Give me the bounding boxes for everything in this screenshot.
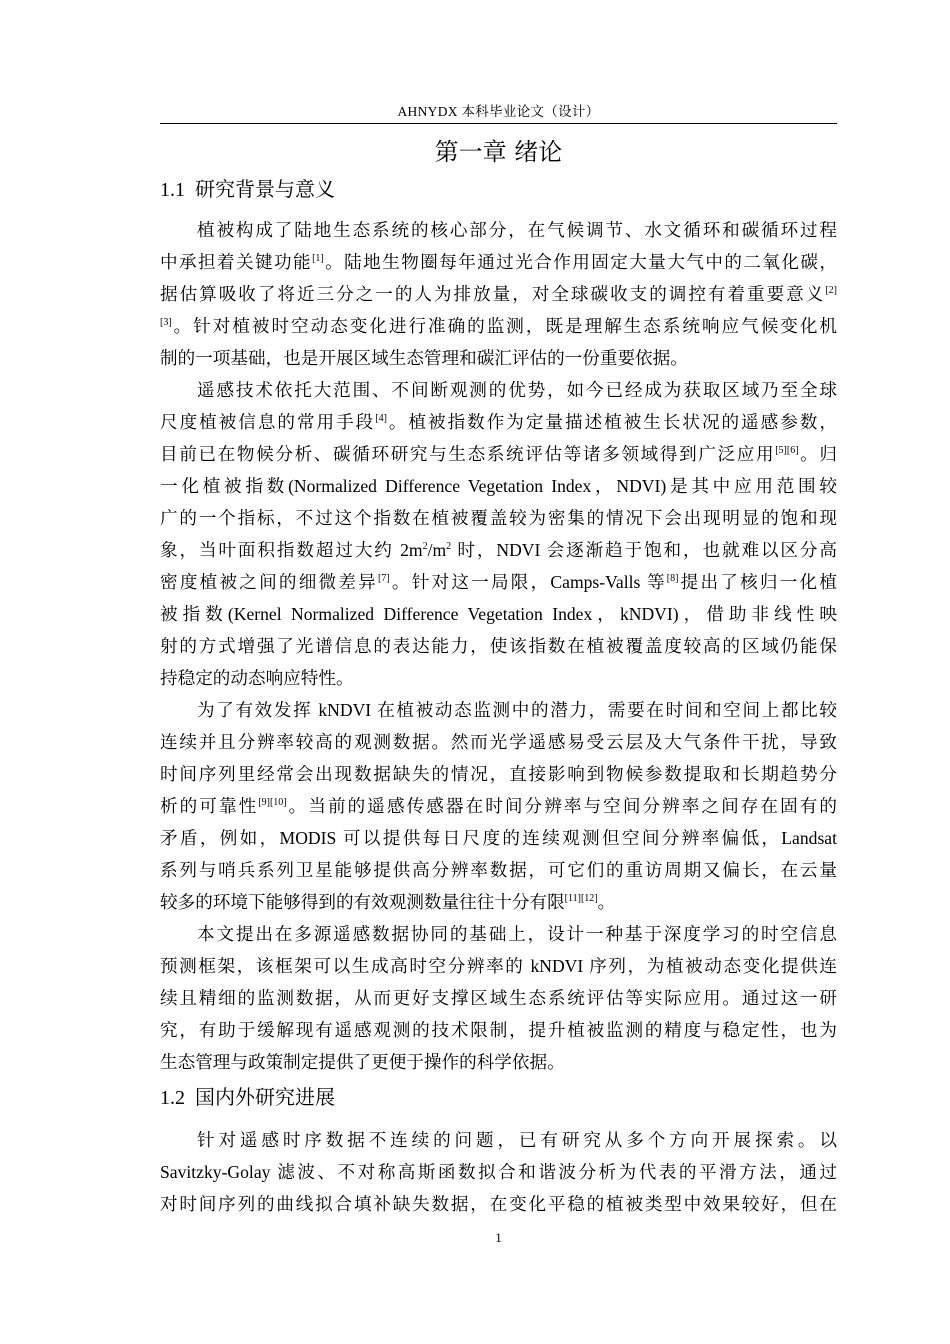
text-line: 时间序列里经常会出现数据缺失的情况，直接影响到物候参数提取和长期趋势分 xyxy=(160,764,837,784)
citation: [3] xyxy=(160,317,172,328)
text-line: 针对遥感时序数据不连续的问题，已有研究从多个方向开展探索。以 xyxy=(197,1130,837,1150)
text-line: 射的方式增强了光谱信息的表达能力，使该指数在植被覆盖度较高的区域仍能保 xyxy=(160,636,837,656)
text-line: 植被构成了陆地生态系统的核心部分，在气候调节、水文循环和碳循环过程 xyxy=(197,220,837,240)
citation: [11][12] xyxy=(564,893,598,904)
text-line: 预测框架，该框架可以生成高时空分辨率的 kNDVI 序列，为植被动态变化提供连 xyxy=(160,956,837,976)
text-line: 遥感技术依托大范围、不间断观测的优势，如今已经成为获取区域乃至全球 xyxy=(197,380,837,400)
section-heading-1-2 xyxy=(160,1083,837,1112)
text-line: 系列与哨兵系列卫星能够提供高分辨率数据，可它们的重访周期又偏长，在云量 xyxy=(160,860,837,880)
paragraph-5 xyxy=(160,1124,837,1220)
text-line: 一化植被指数(Normalized Difference Vegetation Index，NDVI)是其中应用范围较 xyxy=(160,476,837,496)
text-line: 续且精细的监测数据，从而更好支撑区域生态系统评估等实际应用。通过这一研 xyxy=(160,988,837,1008)
text-line: 据估算吸收了将近三分之一的人为排放量，对全球碳收支的调控有着重要意义[2] xyxy=(160,284,837,304)
superscript: 2 xyxy=(422,541,428,552)
section-title: 研究背景与意义 xyxy=(195,177,335,201)
text-line: 广的一个指标，不过这个指数在植被覆盖较为密集的情况下会出现明显的饱和现 xyxy=(160,508,837,528)
text-line: 目前已在物候分析、碳循环研究与生态系统评估等诸多领域得到广泛应用[5][6]。归 xyxy=(160,444,837,464)
text-line: 本文提出在多源遥感数据协同的基础上，设计一种基于深度学习的时空信息 xyxy=(197,924,837,944)
text-line: [3]。针对植被时空动态变化进行准确的监测，既是理解生态系统响应气候变化机 xyxy=(160,316,837,336)
text-line: 矛盾，例如，MODIS 可以提供每日尺度的连续观测但空间分辨率偏低，Landsat xyxy=(160,828,837,848)
paragraph-1 xyxy=(160,214,837,374)
text-line: 析的可靠性[9][10]。当前的遥感传感器在时间分辨率与空间分辨率之间存在固有的 xyxy=(160,796,837,816)
section-heading-1-1 xyxy=(160,175,837,204)
page-number: 1 xyxy=(495,1230,502,1245)
citation: [7] xyxy=(377,573,390,584)
section-number: 1.2 xyxy=(160,1087,185,1109)
text-line: 较多的环境下能够得到的有效观测数量往往十分有限[11][12]。 xyxy=(160,892,616,912)
text-line: 为了有效发挥 kNDVI 在植被动态监测中的潜力，需要在时间和空间上都比较 xyxy=(197,700,837,720)
citation: [1] xyxy=(312,253,324,264)
citation: [5][6] xyxy=(775,445,799,456)
citation: [9][10] xyxy=(258,797,287,808)
paragraph-4 xyxy=(160,918,837,1078)
superscript: 2 xyxy=(446,541,452,552)
citation: [8] xyxy=(666,573,679,584)
text-line: 密度植被之间的细微差异[7]。针对这一局限，Camps-Valls 等[8]提出了核归一化植 xyxy=(160,572,837,592)
paragraph-3 xyxy=(160,694,837,918)
text-line: Savitzky-Golay 滤波、不对称高斯函数拟合和谐波分析为代表的平滑方法，通过 xyxy=(160,1162,837,1182)
chapter-title: 第一章 绪论 xyxy=(434,138,563,166)
paragraph-2 xyxy=(160,374,837,694)
header-rule xyxy=(160,123,837,124)
text-line: 尺度植被信息的常用手段[4]。植被指数作为定量描述植被生长状况的遥感参数， xyxy=(160,412,837,432)
citation: [2] xyxy=(825,285,837,296)
text-line: 连续并且分辨率较高的观测数据。然而光学遥感易受云层及大气条件干扰，导致 xyxy=(160,732,837,752)
running-header: AHNYDX 本科毕业论文（设计） xyxy=(397,104,600,119)
text-line: 制的一项基础，也是开展区域生态管理和碳汇评估的一份重要依据。 xyxy=(160,348,688,368)
citation: [4] xyxy=(375,413,387,424)
text-line: 象，当叶面积指数超过大约 $2m^2/m^2$ 时，NDVI 会逐渐趋于饱和，也就难以区分高 xyxy=(160,540,837,560)
text-line: 持稳定的动态响应特性。 xyxy=(160,668,354,688)
text-line: 生态管理与政策制定提供了更便于操作的科学依据。 xyxy=(160,1052,565,1072)
section-number: 1.1 xyxy=(160,179,185,201)
text-line: 中承担着关键功能[1]。陆地生物圈每年通过光合作用固定大量大气中的二氧化碳， xyxy=(160,252,837,272)
section-title: 国内外研究进展 xyxy=(195,1085,335,1109)
text-line: 对时间序列的曲线拟合填补缺失数据，在变化平稳的植被类型中效果较好，但在 xyxy=(160,1194,837,1214)
text-line: 究，有助于缓解现有遥感观测的技术限制，提升植被监测的精度与稳定性，也为 xyxy=(160,1020,837,1040)
text-line: 被指数(Kernel Normalized Difference Vegetation Index，kNDVI)，借助非线性映 xyxy=(160,604,837,624)
